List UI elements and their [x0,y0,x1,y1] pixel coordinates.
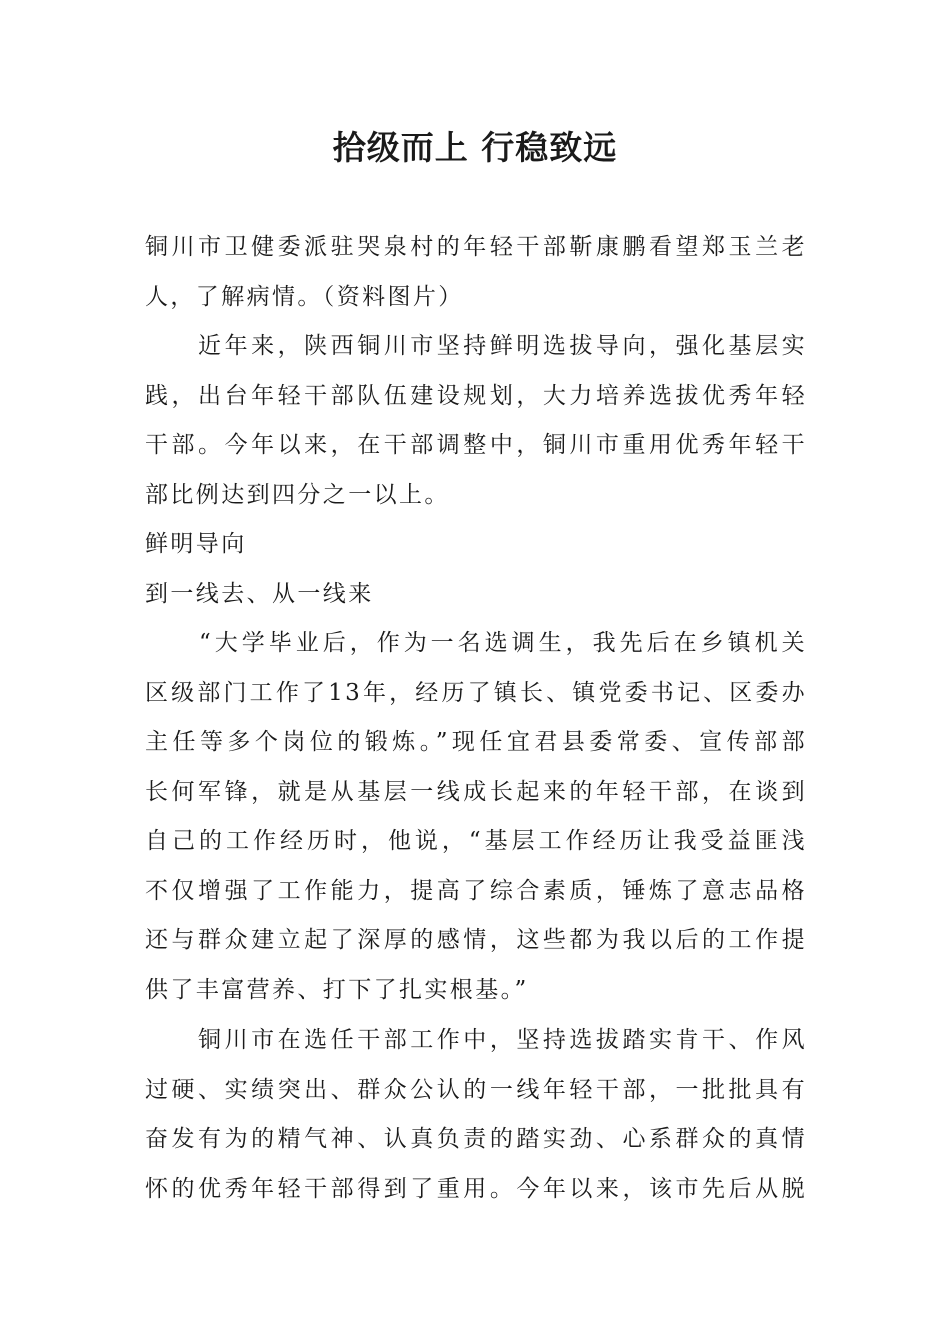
text-line: 近年来，陕西铜川市坚持鲜明选拔导向，强化基层实 [145,333,807,359]
text-line: 奋发有为的精气神、认真负责的踏实劲、心系群众的真情 [145,1126,807,1152]
text-line: 供了丰富营养、打下了扎实根基。” [145,976,529,1003]
text-line: 过硬、实绩突出、群众公认的一线年轻干部，一批批具有 [145,1076,807,1103]
text-line: 干部。今年以来，在干部调整中，铜川市重用优秀年轻干 [145,432,807,458]
text-line: 区级部门工作了13年，经历了镇长、镇党委书记、区委办 [145,679,807,706]
text-line: 人，了解病情。（资料图片） [145,283,464,310]
text-line: 自己的工作经历时，他说，“基层工作经历让我受益匪浅 [145,828,807,854]
section-subheading: 到一线去、从一线来 [145,580,374,607]
text-line: 践，出台年轻干部队伍建设规划，大力培养选拔优秀年轻 [145,382,807,409]
text-line: 铜川市在选任干部工作中，坚持选拔踏实肯干、作风 [145,1027,807,1053]
text-line: 不仅增强了工作能力，提高了综合素质，锤炼了意志品格 [145,877,807,904]
section-heading: 鲜明导向 [145,531,247,557]
text-line: 还与群众建立起了深厚的感情，这些都为我以后的工作提 [145,927,807,953]
text-line: “大学毕业后，作为一名选调生，我先后在乡镇机关 [145,630,807,656]
text-line: 长何军锋，就是从基层一线成长起来的年轻干部，在谈到 [145,778,807,805]
text-line: 怀的优秀年轻干部得到了重用。今年以来，该市先后从脱 [145,1175,807,1202]
text-line: 主任等多个岗位的锻炼。”现任宜君县委常委、宣传部部 [145,729,807,755]
article-title: 拾级而上 行稳致远 [332,128,618,167]
text-line: 铜川市卫健委派驻哭泉村的年轻干部靳康鹏看望郑玉兰老 [145,234,807,260]
article-body [145,223,807,1214]
text-line: 部比例达到四分之一以上。 [145,481,450,508]
